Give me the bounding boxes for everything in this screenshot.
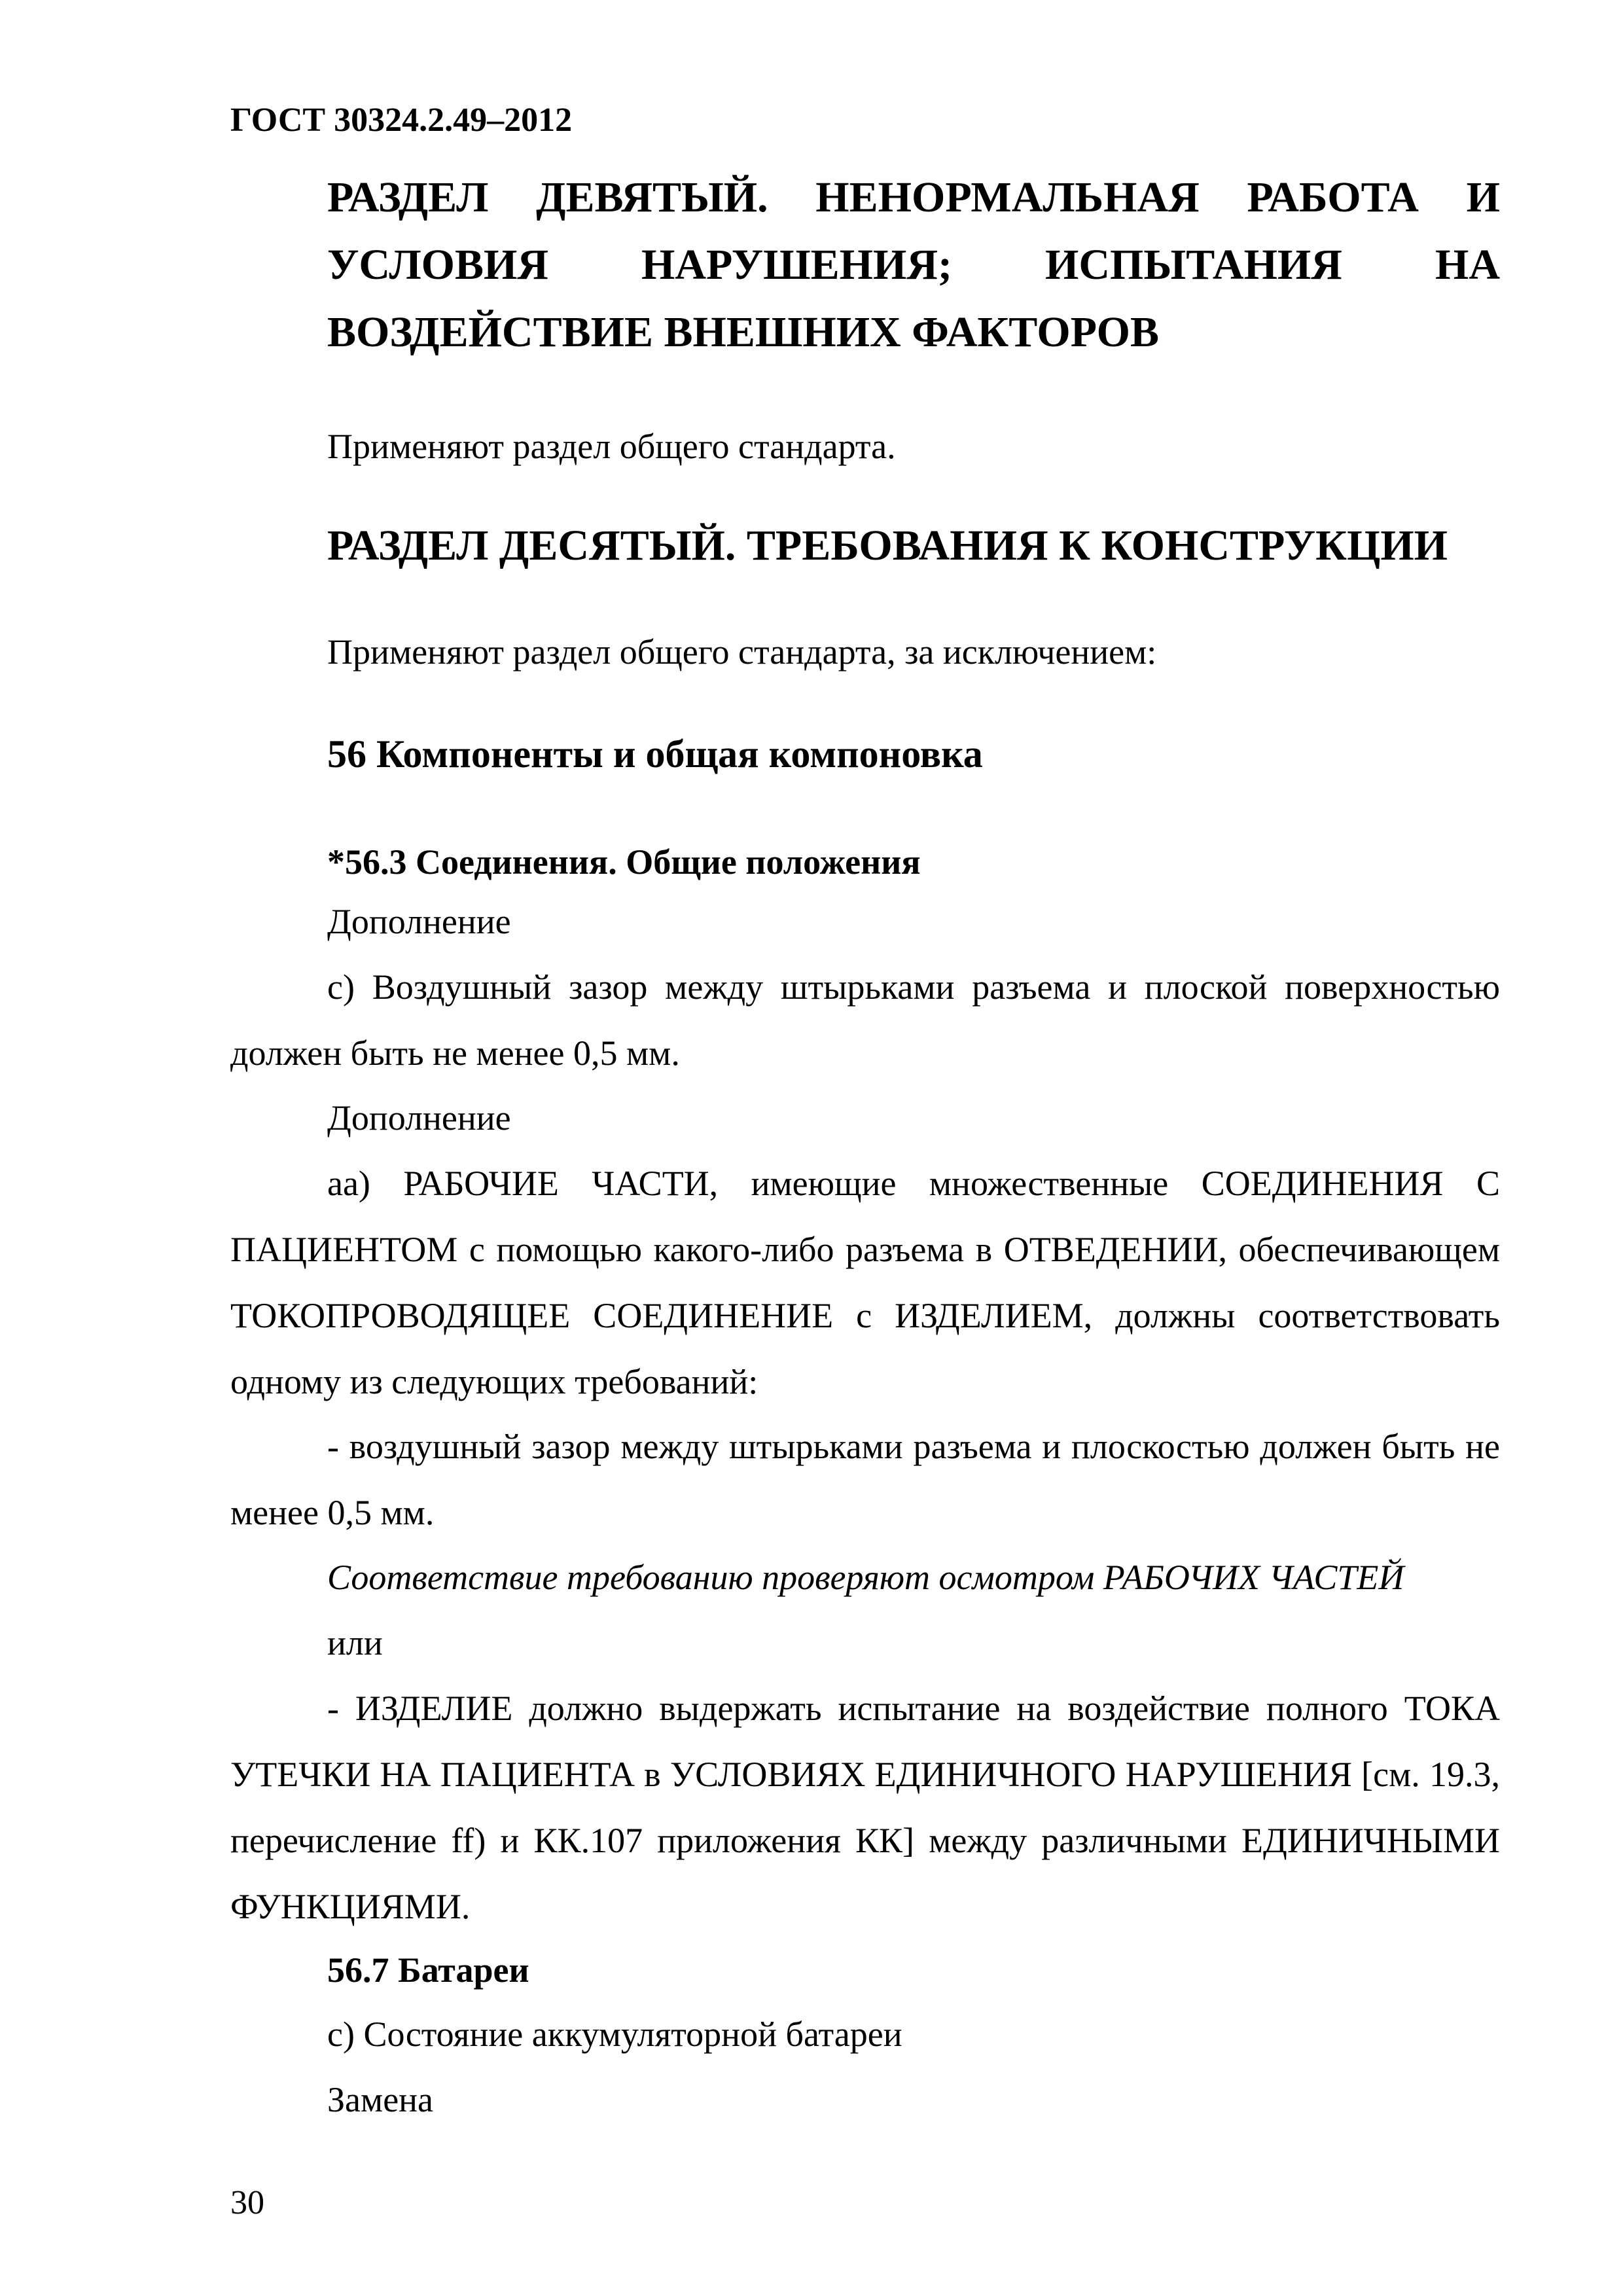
- clause-56-7-title: 56.7 Батареи: [327, 1950, 529, 1990]
- document-id: ГОСТ 30324.2.49–2012: [230, 101, 573, 139]
- requirement-2-paragraph: - ИЗДЕЛИЕ должно выдержать испытание на воздействие полного ТОКА УТЕЧКИ НА ПАЦИЕНТА в УСЛОВИЯХ ЕДИНИЧНОГО НАРУШЕНИЯ [см. 19.3, перечисление ff) и КК.107 приложения КК] между различными ЕДИНИЧНЫМИ ФУНКЦИЯМИ.: [230, 1689, 1500, 1926]
- or-text: или: [327, 1623, 383, 1662]
- page-number: 30: [230, 2184, 264, 2221]
- section-9-title: РАЗДЕЛ ДЕВЯТЫЙ. НЕНОРМАЛЬНАЯ РАБОТА И УСЛОВИЯ НАРУШЕНИЯ; ИСПЫТАНИЯ НА ВОЗДЕЙСТВИЕ ВНЕШНИХ ФАКТОРОВ: [327, 173, 1500, 356]
- item-aa-paragraph: aa) РАБОЧИЕ ЧАСТИ, имеющие множественные СОЕДИНЕНИЯ С ПАЦИЕНТОМ с помощью какого-либо разъема в ОТВЕДЕНИИ, обеспечивающем ТОКОПРОВОДЯЩЕЕ СОЕДИНЕНИЕ с ИЗДЕЛИЕМ, должны соответствовать одному из следующих требований:: [230, 1164, 1500, 1401]
- replacement-label: Замена: [327, 2080, 434, 2119]
- clause-56-title: 56 Компоненты и общая компоновка: [327, 732, 983, 776]
- clause-56-3-title: *56.3 Соединения. Общие положения: [327, 842, 921, 882]
- section-10-title: РАЗДЕЛ ДЕСЯТЫЙ. ТРЕБОВАНИЯ К КОНСТРУКЦИИ: [327, 522, 1448, 569]
- compliance-note: Соответствие требованию проверяют осмотром РАБОЧИХ ЧАСТЕЙ: [327, 1558, 1404, 1597]
- addition-label: Дополнение: [327, 902, 511, 941]
- item-c-paragraph: c) Воздушный зазор между штырьками разъема и плоской поверхностью должен быть не менее 0,5 мм.: [230, 967, 1500, 1073]
- section-9-text: Применяют раздел общего стандарта.: [327, 427, 896, 466]
- addition-label: Дополнение: [327, 1098, 511, 1138]
- item-c-battery: c) Состояние аккумуляторной батареи: [327, 2015, 902, 2054]
- section-10-text: Применяют раздел общего стандарта, за исключением:: [327, 632, 1157, 672]
- requirement-1-paragraph: - воздушный зазор между штырьками разъема и плоскостью должен быть не менее 0,5 мм.: [230, 1427, 1500, 1532]
